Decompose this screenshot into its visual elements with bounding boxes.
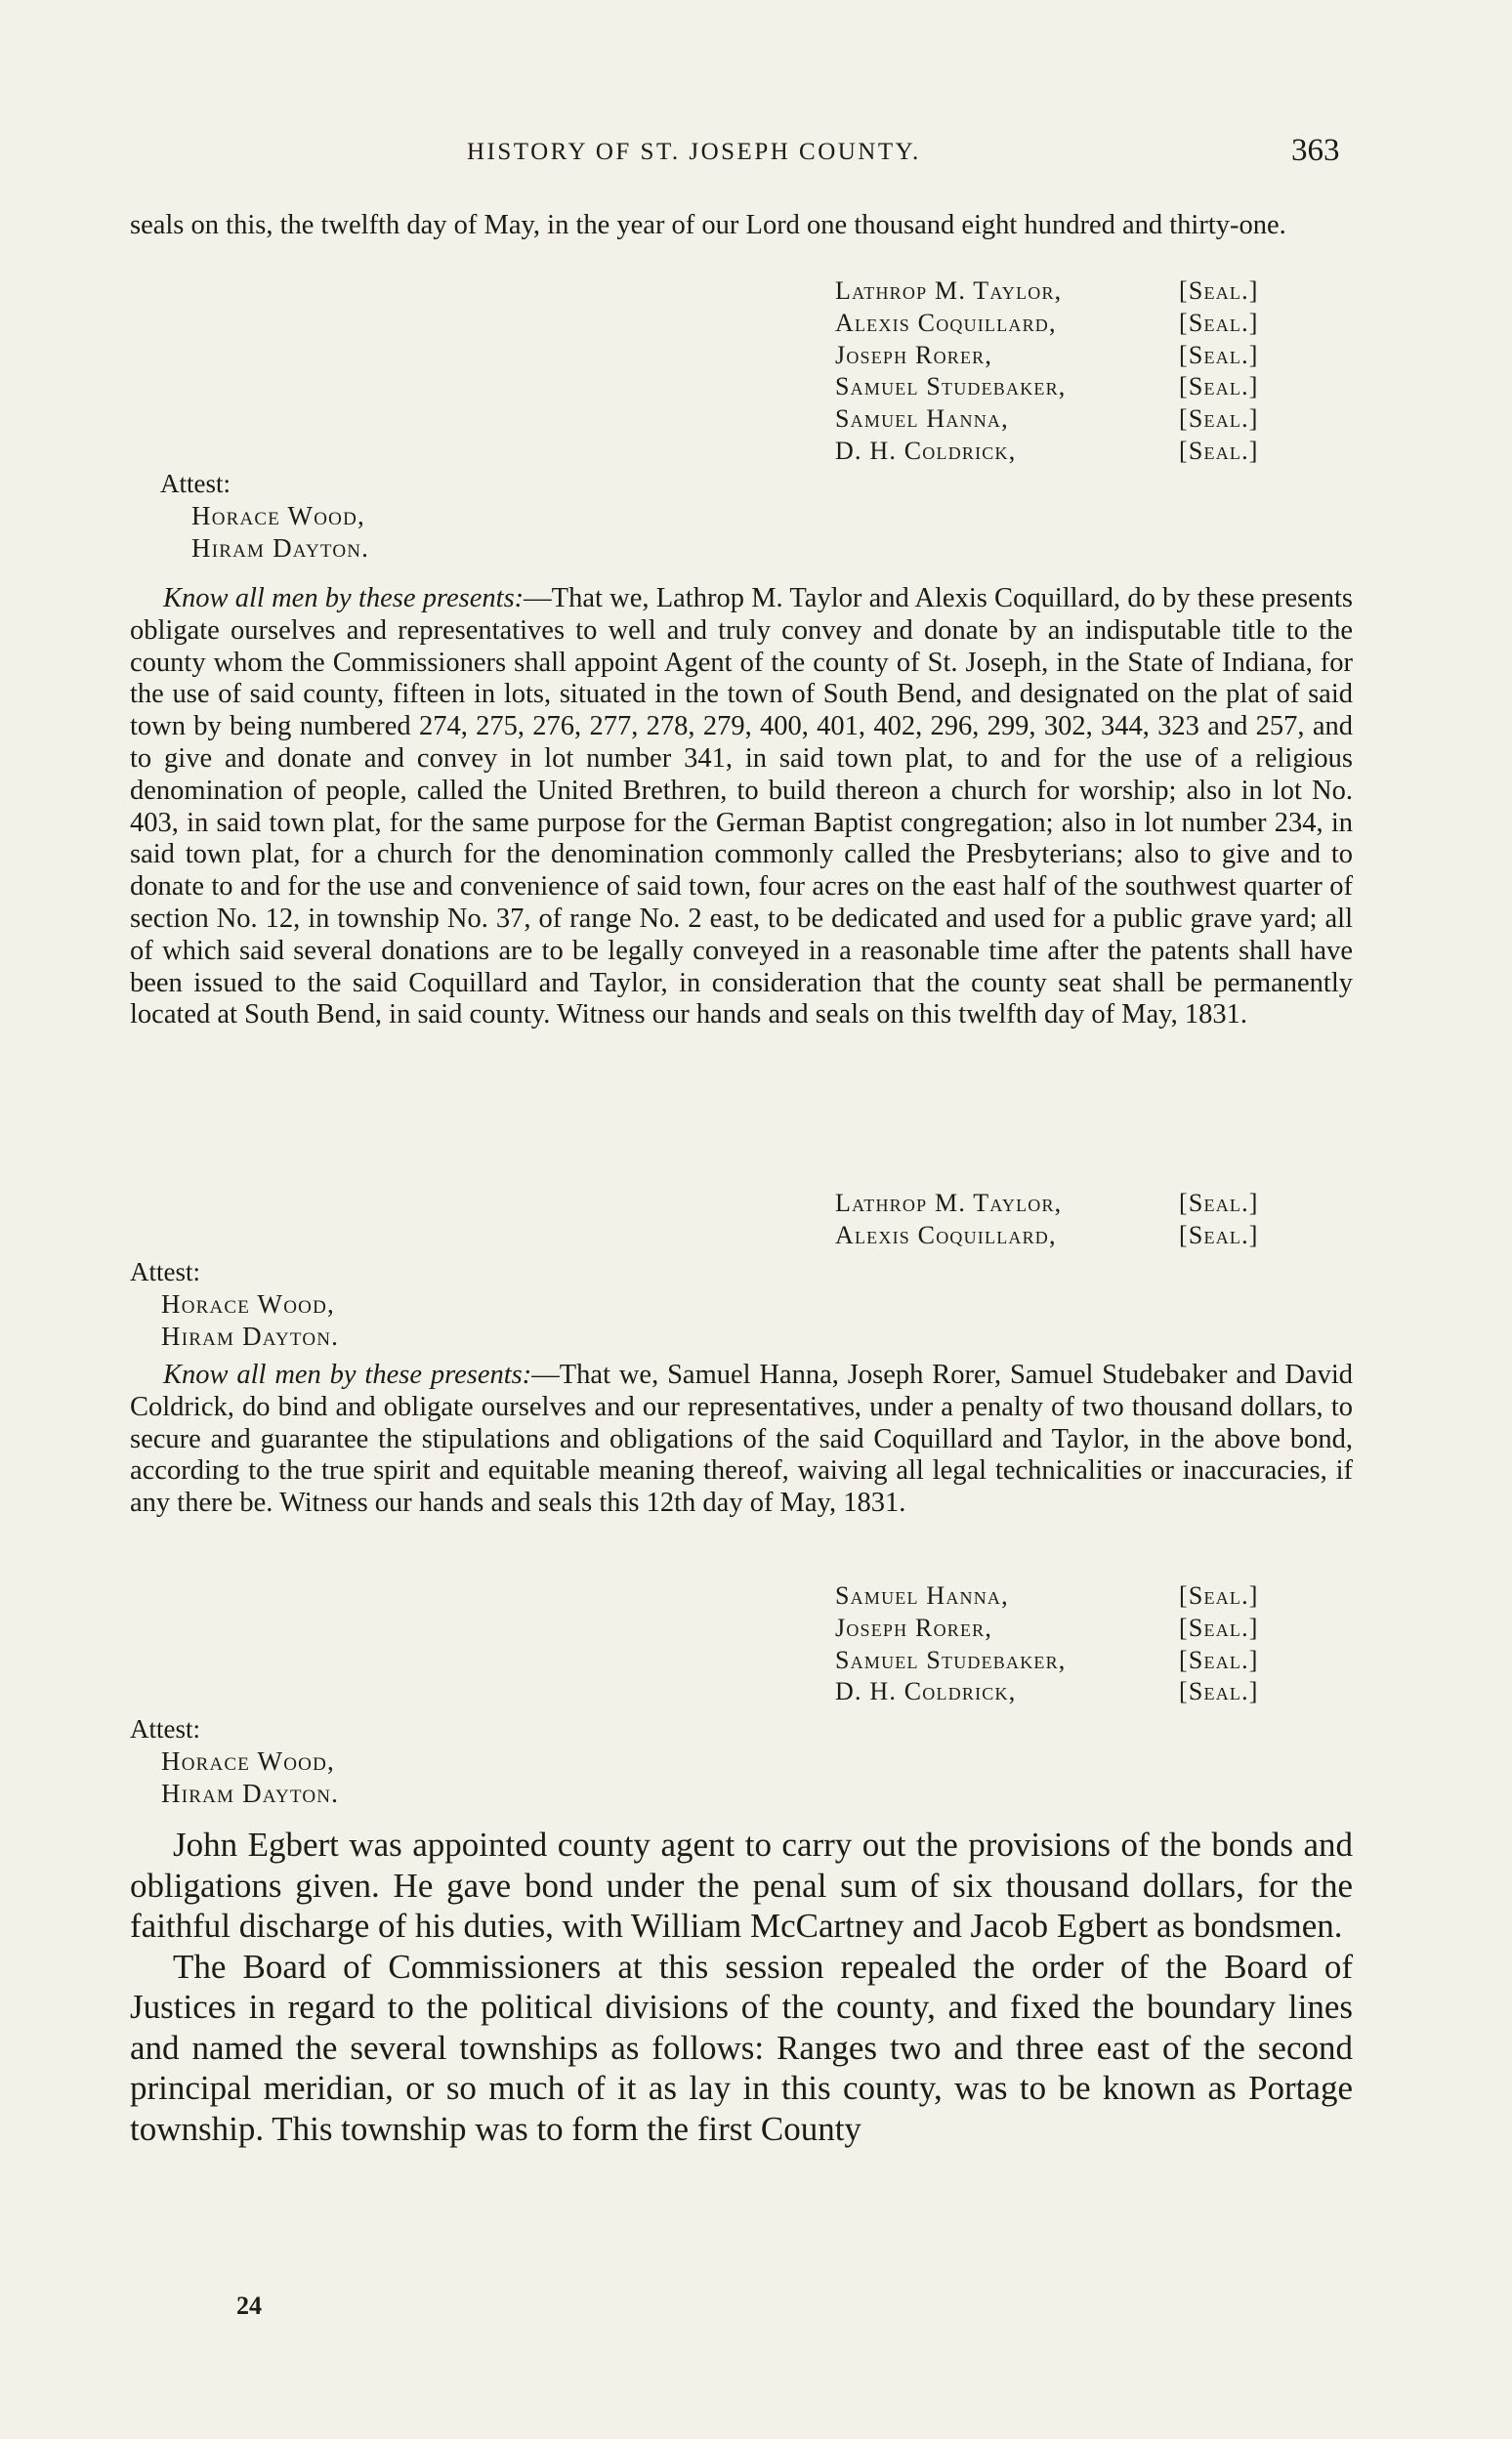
block1-text xyxy=(130,210,1353,242)
signature-row xyxy=(835,1188,1259,1220)
signature-row xyxy=(835,275,1259,308)
block3-lead: Know all men by these presents: xyxy=(163,1360,532,1390)
block1-signatures xyxy=(835,275,1259,468)
narrative-paragraph: The Board of Commissioners at this session repealed the order of the Board of Justices in regard to the political divisions of the county, and fixed the boundary lines and named the several townships as follows: Ranges two and three east of the second principal meridian, or so much of it as lay in this county, was to be known as Portage township. This township was to form the first County xyxy=(130,1947,1353,2148)
attest-label: Attest: xyxy=(130,1714,200,1744)
block2-paragraph xyxy=(130,583,1353,1031)
signature-row xyxy=(835,1676,1259,1708)
signer-name: Samuel Hanna, xyxy=(835,404,1009,434)
signature-row xyxy=(835,1613,1259,1645)
signature-row xyxy=(835,1645,1259,1677)
signer-name: Samuel Studebaker, xyxy=(835,372,1067,401)
seal-mark: [Seal.] xyxy=(1179,1220,1259,1249)
signer-name: Lathrop M. Taylor, xyxy=(835,276,1063,305)
signer-name: Samuel Hanna, xyxy=(835,1581,1009,1610)
block3-paragraph xyxy=(130,1360,1353,1520)
block1-attest xyxy=(160,468,369,564)
witness-name: Hiram Dayton. xyxy=(161,1321,340,1351)
seal-mark: [Seal.] xyxy=(1179,1613,1259,1642)
signer-name: Joseph Rorer, xyxy=(835,340,993,369)
block2-signatures xyxy=(835,1188,1259,1252)
signature-row xyxy=(835,436,1259,468)
witness-name: Hiram Dayton. xyxy=(161,1778,340,1808)
seal-mark: [Seal.] xyxy=(1179,404,1259,434)
block3-text xyxy=(130,1360,1353,1520)
block2-attest xyxy=(130,1256,339,1352)
witness-name: Horace Wood, xyxy=(191,500,365,530)
block2-body: —That we, Lathrop M. Taylor and Alexis Coquillard, do by these presents obligate ourselves and representatives to well and truly convey and donate by an indisputable title to the county whom the Commissioners shall appoint Agent of the county of St. Joseph, in the State of Indiana, for the use of said county, fifteen in lots, situated in the town of South Bend, and designated on the plat of said town by being numbered 274, 275, 276, 277, 278, 279, 400, 401, 402, 296, 299, 302, 344, 323 and 257, and to give and donate and convey in lot number 341, in said town plat, to and for the use of a religious denomination of people, called the United Brethren, to build thereon a church for worship; also in lot No. 403, in said town plat, for the same purpose for the German Baptist congregation; also in lot number 234, in said town plat, for a church for the denomination commonly called the Presbyterians; also to give and to donate to and for the use and convenience of said town, four acres on the east half of the southwest quarter of section No. 12, in township No. 37, of range No. 2 east, to be dedicated and used for a public grave yard; all of which said several donations are to be legally conveyed in a reasonable time after the patents shall have been issued to the said Coquillard and Taylor, in consideration that the county seat shall be permanently located at South Bend, in said county. Witness our hands and seals on this twelfth day of May, 1831. xyxy=(130,583,1353,1030)
page-header xyxy=(0,133,1512,176)
signature-row xyxy=(835,308,1259,340)
witness-name: Hiram Dayton. xyxy=(191,532,370,563)
signer-name: D. H. Coldrick, xyxy=(835,1677,1017,1706)
signer-name: Joseph Rorer, xyxy=(835,1613,993,1642)
block3-signatures xyxy=(835,1580,1259,1708)
narrative-text xyxy=(130,1825,1353,2149)
block1-paragraph: seals on this, the twelfth day of May, in the year of our Lord one thousand eight hundred and thirty-one. xyxy=(130,210,1286,240)
block2-text xyxy=(130,583,1353,1031)
page-number: 363 xyxy=(1291,133,1340,168)
witness-name: Horace Wood, xyxy=(161,1745,335,1776)
running-title: HISTORY OF ST. JOSEPH COUNTY. xyxy=(467,139,921,165)
signature-row xyxy=(835,1580,1259,1613)
block3-attest xyxy=(130,1713,339,1809)
signer-name: Samuel Studebaker, xyxy=(835,1645,1067,1674)
seal-mark: [Seal.] xyxy=(1179,276,1259,305)
witness-name: Horace Wood, xyxy=(161,1288,335,1319)
seal-mark: [Seal.] xyxy=(1179,1645,1259,1674)
signature-row xyxy=(835,403,1259,436)
signer-name: Alexis Coquillard, xyxy=(835,308,1057,337)
seal-mark: [Seal.] xyxy=(1179,1189,1259,1217)
seal-mark: [Seal.] xyxy=(1179,340,1259,369)
signature-row xyxy=(835,371,1259,403)
block3-body: —That we, Samuel Hanna, Joseph Rorer, Samuel Studebaker and David Coldrick, do bind and obligate ourselves and our representatives, under a penalty of two thousand dollars, to secure and guarantee the stipulations and obligations of the said Coquillard and Taylor, in the above bond, according to the true spirit and equitable meaning thereof, waiving all legal technicalities or inaccuracies, if any there be. Witness our hands and seals this 12th day of May, 1831. xyxy=(130,1360,1354,1519)
attest-label: Attest: xyxy=(160,469,231,498)
seal-mark: [Seal.] xyxy=(1179,372,1259,401)
signature-row xyxy=(835,340,1259,372)
attest-label: Attest: xyxy=(130,1257,200,1286)
seal-mark: [Seal.] xyxy=(1179,308,1259,337)
block2-lead: Know all men by these presents: xyxy=(163,583,525,613)
seal-mark: [Seal.] xyxy=(1179,436,1259,465)
signature-row xyxy=(835,1220,1259,1252)
signature-mark: 24 xyxy=(236,2292,262,2320)
seal-mark: [Seal.] xyxy=(1179,1677,1259,1706)
narrative-paragraph: John Egbert was appointed county agent to carry out the provisions of the bonds and obligations given. He gave bond under the penal sum of six thousand dollars, for the faithful discharge of his duties, with William McCartney and Jacob Egbert as bondsmen. xyxy=(130,1826,1353,1945)
signer-name: D. H. Coldrick, xyxy=(835,436,1017,465)
seal-mark: [Seal.] xyxy=(1179,1581,1259,1610)
signer-name: Alexis Coquillard, xyxy=(835,1220,1057,1249)
signer-name: Lathrop M. Taylor, xyxy=(835,1189,1063,1217)
